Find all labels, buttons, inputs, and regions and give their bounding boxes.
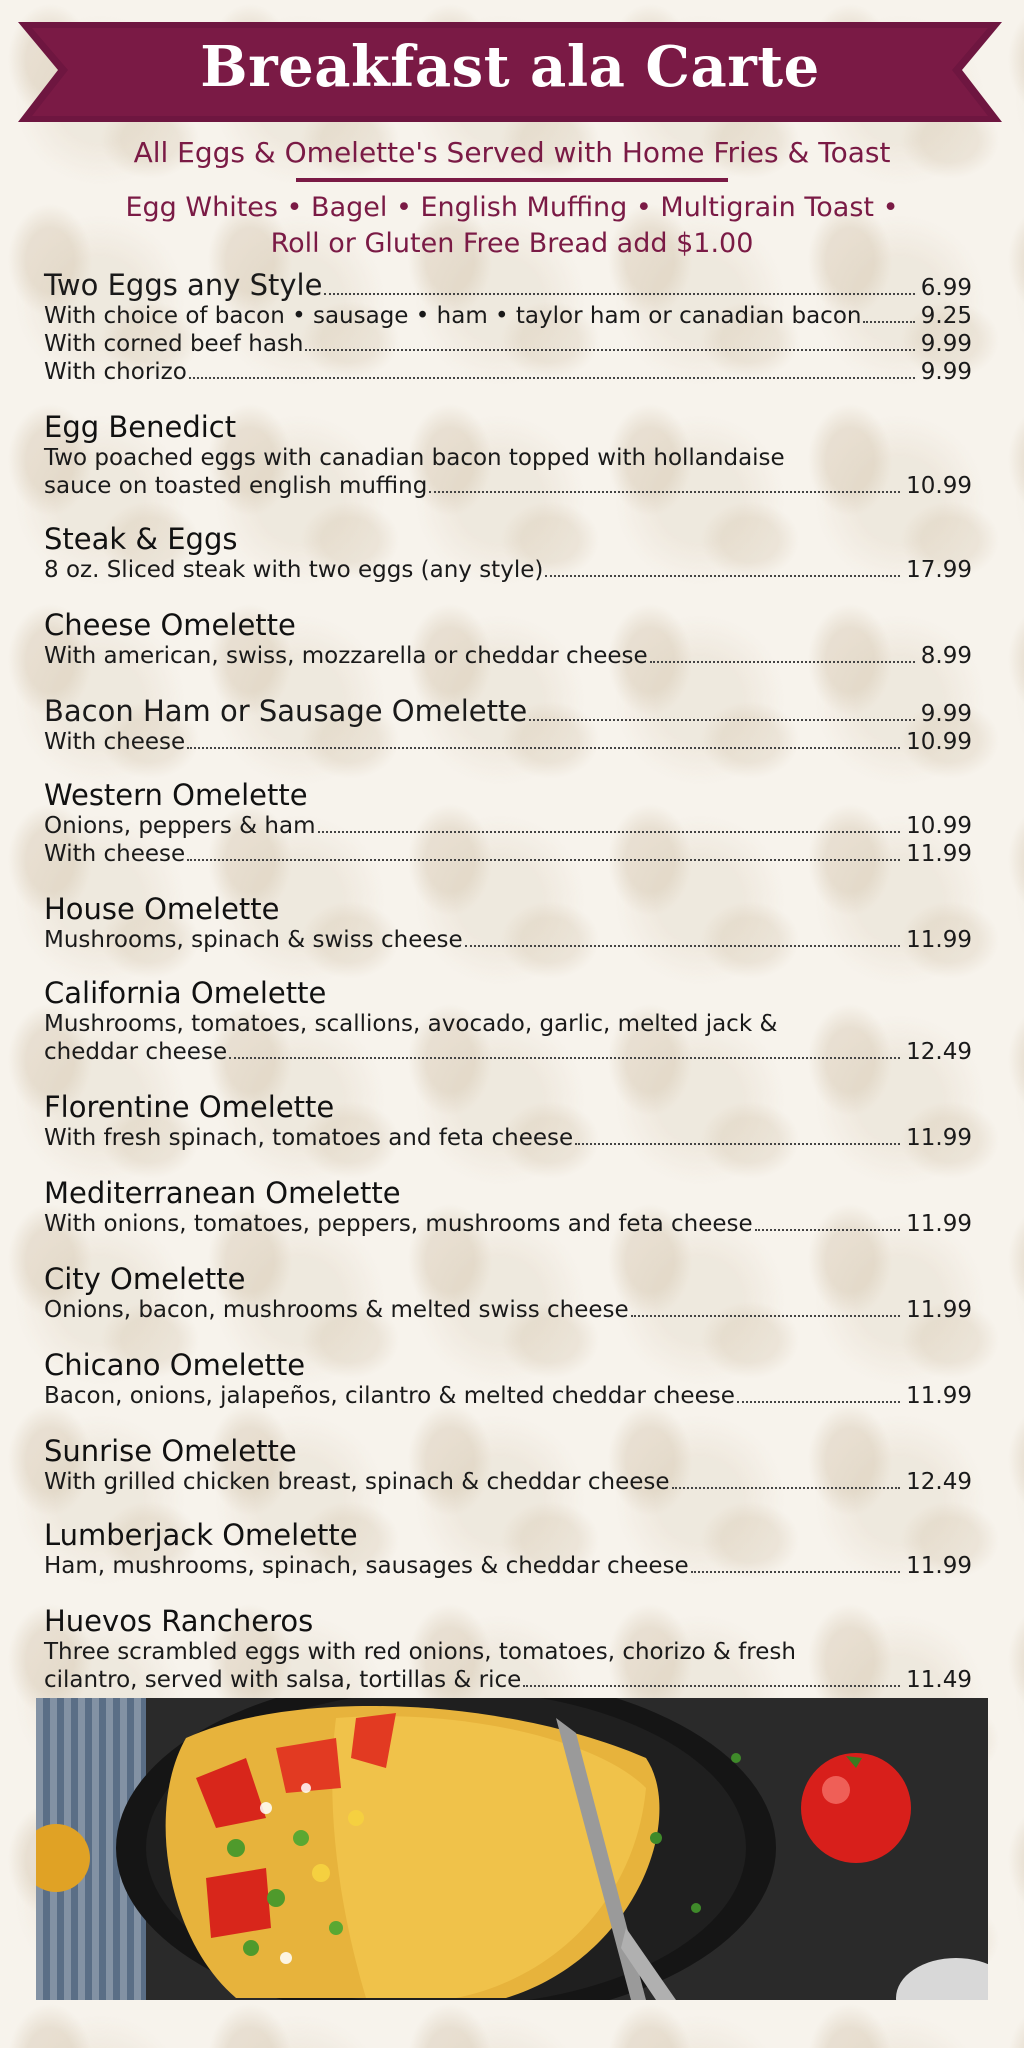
item-option: With corned beef hash [44,331,304,357]
item-description: cheddar cheese [44,1039,228,1065]
item-option: Onions, peppers & ham [44,813,316,839]
dot-leader [429,491,900,493]
item-name: City Omelette [44,1262,246,1296]
omelette-illustration [36,1698,988,2000]
item-name: Bacon Ham or Sausage Omelette [44,694,528,728]
item-name: Florentine Omelette [44,1090,335,1124]
item-description: sauce on toasted english muffing [44,473,428,499]
item-price: 11.99 [906,1553,972,1579]
item-price: 11.99 [906,927,972,953]
dot-leader [863,321,914,323]
item-name: Sunrise Omelette [44,1434,297,1468]
item-name: California Omelette [44,976,327,1010]
item-description: With onions, tomatoes, peppers, mushrooms and feta cheese [44,1211,753,1237]
menu-title: Breakfast ala Carte [200,34,820,100]
dot-leader [189,377,915,379]
menu-item-huevos-rancheros [44,1604,972,1694]
dot-leader [737,1401,900,1403]
menu-item-mediterranean-omelette [44,1176,972,1238]
dot-leader [523,1685,900,1687]
served-with-note: All Eggs & Omelette's Served with Home Fries & Toast [133,136,891,169]
item-price: 10.99 [906,729,972,755]
item-name: Egg Benedict [44,410,237,444]
dot-leader [318,831,901,833]
dot-leader [324,293,914,295]
dot-leader [187,747,900,749]
menu-item-cheese-omelette [44,608,972,670]
title-banner [18,22,1002,122]
item-name: Chicano Omelette [44,1348,306,1382]
item-description: Mushrooms, tomatoes, scallions, avocado, garlic, melted jack & [44,1011,778,1037]
item-description: Two poached eggs with canadian bacon topped with hollandaise [44,445,785,471]
menu-item-california-omelette [44,976,972,1066]
menu-item-sunrise-omelette [44,1434,972,1496]
menu-item-florentine-omelette [44,1090,972,1152]
item-price: 9.99 [920,331,972,357]
item-price: 8.99 [920,643,972,669]
item-price: 11.99 [906,1125,972,1151]
item-option: With cheese [44,729,186,755]
menu-item-two-eggs [44,268,972,386]
bread-options [0,190,1024,262]
item-price: 11.99 [906,841,972,867]
item-name: Two Eggs any Style [44,268,323,302]
bread-options-line2: Roll or Gluten Free Bread add $1.00 [270,228,754,259]
item-description: Ham, mushrooms, spinach, sausages & cheddar cheese [44,1553,689,1579]
item-name: Western Omelette [44,778,308,812]
item-price: 12.49 [906,1039,972,1065]
item-description: Mushrooms, spinach & swiss cheese [44,927,463,953]
dot-leader [691,1571,900,1573]
item-price: 10.99 [906,813,972,839]
item-price: 11.99 [906,1383,972,1409]
dot-leader [545,575,900,577]
item-description: cilantro, served with salsa, tortillas & rice [44,1667,522,1693]
item-option: With choice of bacon • sausage • ham • taylor ham or canadian bacon [44,303,862,329]
dot-leader [575,1143,900,1145]
item-price: 9.99 [920,701,972,727]
menu-item-bacon-ham-sausage-omelette [44,694,972,756]
menu-item-house-omelette [44,892,972,954]
item-price: 11.99 [906,1297,972,1323]
item-description: Onions, bacon, mushrooms & melted swiss cheese [44,1297,629,1323]
dot-leader [187,859,900,861]
item-description: Three scrambled eggs with red onions, tomatoes, chorizo & fresh [44,1639,796,1665]
item-description: With grilled chicken breast, spinach & cheddar cheese [44,1469,670,1495]
item-description: Bacon, onions, jalapeños, cilantro & melted cheddar cheese [44,1383,735,1409]
item-description: With american, swiss, mozzarella or cheddar cheese [44,643,648,669]
item-description: With fresh spinach, tomatoes and feta cheese [44,1125,574,1151]
item-price: 6.99 [920,275,972,301]
item-price: 10.99 [906,473,972,499]
menu-item-city-omelette [44,1262,972,1324]
dot-leader [650,661,915,663]
item-name: Steak & Eggs [44,522,238,556]
item-option: With cheese [44,841,186,867]
item-price: 9.99 [920,359,972,385]
dot-leader [631,1315,900,1317]
dot-leader [465,945,901,947]
menu-item-chicano-omelette [44,1348,972,1410]
item-name: House Omelette [44,892,280,926]
item-price: 17.99 [906,557,972,583]
dot-leader [755,1229,900,1231]
item-price: 11.99 [906,1211,972,1237]
subtitle-divider [296,178,728,182]
item-name: Mediterranean Omelette [44,1176,401,1210]
dot-leader [529,719,915,721]
menu-item-western-omelette [44,778,972,868]
item-price: 11.49 [906,1667,972,1693]
item-description: 8 oz. Sliced steak with two eggs (any style) [44,557,544,583]
menu-item-egg-benedict [44,410,972,500]
bread-options-line1: Egg Whites • Bagel • English Muffing • Multigrain Toast • [125,192,899,223]
item-option: With chorizo [44,359,187,385]
dot-leader [672,1487,901,1489]
item-name: Huevos Rancheros [44,1604,314,1638]
omelette-photo [36,1698,988,2000]
dot-leader [229,1057,900,1059]
item-price: 12.49 [906,1469,972,1495]
item-name: Lumberjack Omelette [44,1518,358,1552]
menu-item-steak-eggs [44,522,972,584]
item-name: Cheese Omelette [44,608,296,642]
item-price: 9.25 [920,303,972,329]
menu-item-lumberjack-omelette [44,1518,972,1580]
dot-leader [305,349,914,351]
